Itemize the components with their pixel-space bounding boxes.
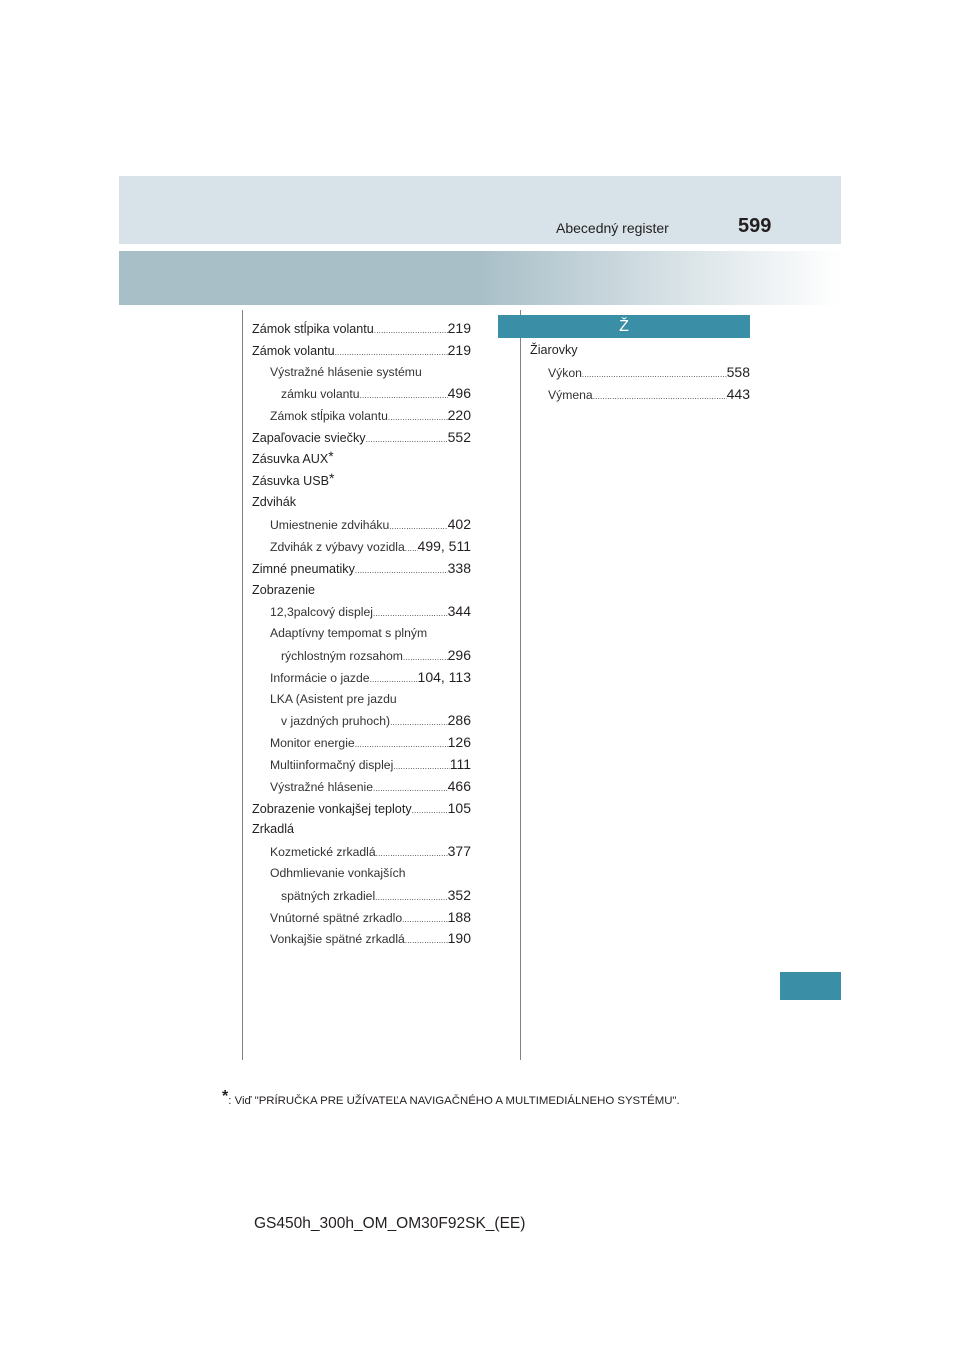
index-entry: Zapaľovacie sviečky ..... 552 xyxy=(252,427,471,449)
index-subentry: Umiestnenie zdviháku ..... 402 xyxy=(252,514,471,536)
document-code: GS450h_300h_OM_OM30F92SK_(EE) xyxy=(254,1215,526,1232)
index-subentry: Vnútorné spätné zrkadlo ..... 188 xyxy=(252,907,471,929)
index-subentry: Výstražné hlásenie ..... 466 xyxy=(252,776,471,798)
index-entry: Žiarovky xyxy=(530,343,578,357)
index-subentry: Výkon ..... 558 xyxy=(530,362,750,384)
chapter-side-tab xyxy=(780,972,841,1000)
index-subentry: Informácie o jazde ..... 104, 113 xyxy=(252,667,471,689)
index-entry: Zimné pneumatiky ..... 338 xyxy=(252,558,471,580)
decorative-gradient-band xyxy=(119,251,841,305)
index-entry: Zámok stĺpika volantu ..... 219 xyxy=(252,318,471,340)
index-subentry: Monitor energie ..... 126 xyxy=(252,732,471,754)
index-subentry: Odhmlievanie vonkajších xyxy=(270,865,406,880)
index-subentry-continuation: v jazdných pruhoch) ..... 286 xyxy=(252,710,471,732)
column-divider-left xyxy=(242,310,243,1060)
index-subentry: Výmena ..... 443 xyxy=(530,384,750,406)
index-subentry: Kozmetické zrkadlá ..... 377 xyxy=(252,841,471,863)
index-subentry: Adaptívny tempomat s plným xyxy=(270,626,428,641)
footnote-marker: * xyxy=(222,1088,229,1105)
header-band xyxy=(119,176,841,244)
footnote xyxy=(222,1088,762,1109)
footnote-text: : Viď "PRÍRUČKA PRE UŽÍVATEĽA NAVIGAČNÉHO A MULTIMEDIÁLNEHO SYSTÉMU". xyxy=(228,1095,680,1107)
index-subentry: Multiinformačný displej ..... 111 xyxy=(252,754,471,776)
index-entry: Zámok volantu ..... 219 xyxy=(252,340,471,362)
index-subentry: Výstražné hlásenie systému xyxy=(270,364,422,379)
index-subentry-continuation: zámku volantu ..... 496 xyxy=(252,383,471,405)
index-subentry: Zdvihák z výbavy vozidla ..... 499, 511 xyxy=(252,536,471,558)
index-entry: Zdvihák xyxy=(252,495,297,510)
index-subentry: LKA (Asistent pre jazdu xyxy=(270,691,397,706)
index-entry: Zrkadlá xyxy=(252,822,294,837)
index-column-2 xyxy=(530,340,750,405)
column-divider-middle xyxy=(520,310,521,1060)
index-subentry-continuation: spätných zrkadiel ..... 352 xyxy=(252,885,471,907)
index-entry: Zobrazenie vonkajšej teploty ..... 105 xyxy=(252,798,471,820)
section-title: Abecedný register xyxy=(556,220,669,236)
index-subentry: Zámok stĺpika volantu ..... 220 xyxy=(252,405,471,427)
index-subentry: Vonkajšie spätné zrkadlá ..... 190 xyxy=(252,928,471,950)
page-number: 599 xyxy=(738,215,772,237)
index-entry: Zásuvka USB * xyxy=(252,469,335,488)
index-entry: Zobrazenie xyxy=(252,582,316,597)
index-subentry-continuation: rýchlostným rozsahom ..... 296 xyxy=(252,645,471,667)
index-subentry: 12,3palcový displej ..... 344 xyxy=(252,601,471,623)
index-column-1 xyxy=(252,318,471,950)
section-letter-bar: Ž xyxy=(498,315,750,338)
index-entry: Zásuvka AUX * xyxy=(252,447,334,466)
